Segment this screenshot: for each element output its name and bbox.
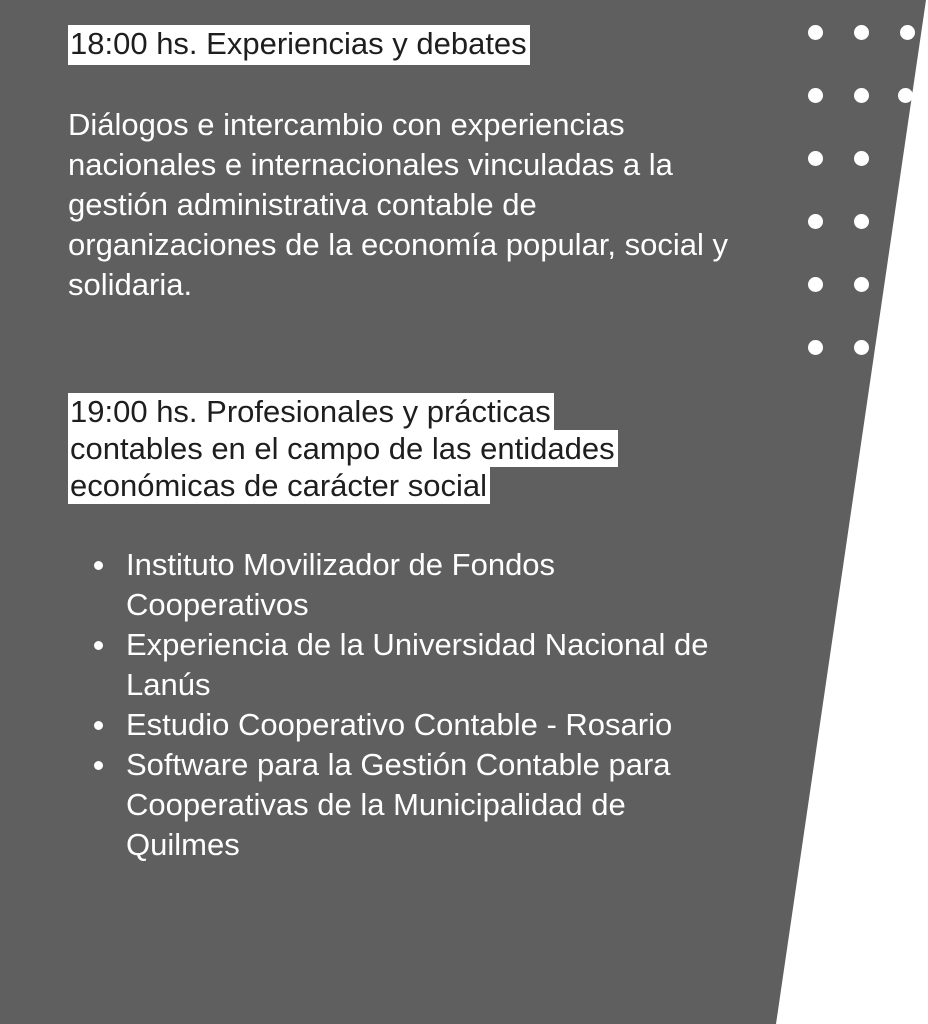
list-item <box>94 745 774 865</box>
bullet-icon <box>94 561 103 570</box>
section1-description <box>68 105 788 305</box>
list-item-line: Experiencia de la Universidad Nacional de <box>126 627 709 662</box>
list-item-line: Estudio Cooperativo Contable - Rosario <box>126 707 673 742</box>
description-line: organizaciones de la economía popular, social y <box>68 227 729 262</box>
section2-heading <box>68 393 668 504</box>
list-item-line: Cooperativos <box>126 587 309 622</box>
dot <box>808 214 823 229</box>
section2-list <box>94 545 774 865</box>
dot <box>808 151 823 166</box>
list-item-line: Quilmes <box>126 827 240 862</box>
dot <box>900 25 915 40</box>
dot <box>808 277 823 292</box>
list-item-line: Cooperativas de la Municipalidad de <box>126 787 626 822</box>
dot <box>808 88 823 103</box>
description-line: nacionales e internacionales vinculadas a la <box>68 147 673 182</box>
dot <box>854 214 869 229</box>
list-item <box>94 625 774 705</box>
dot <box>808 25 823 40</box>
dot <box>854 88 869 103</box>
heading-line: contables en el campo de las entidades <box>68 430 618 467</box>
dot <box>898 88 913 103</box>
description-line: gestión administrativa contable de <box>68 187 537 222</box>
dot <box>854 25 869 40</box>
dot <box>854 340 869 355</box>
list-item <box>94 705 774 745</box>
bullet-icon <box>94 761 103 770</box>
heading-line: económicas de carácter social <box>68 467 490 504</box>
bullet-icon <box>94 721 103 730</box>
dot <box>854 151 869 166</box>
list-item <box>94 545 774 625</box>
heading-line: 19:00 hs. Profesionales y prácticas <box>68 393 554 430</box>
list-item-line: Lanús <box>126 667 211 702</box>
bullet-icon <box>94 641 103 650</box>
description-line: Diálogos e intercambio con experiencias <box>68 107 625 142</box>
list-item-line: Instituto Movilizador de Fondos <box>126 547 556 582</box>
dot <box>854 277 869 292</box>
description-line: solidaria. <box>68 267 193 302</box>
list-item-line: Software para la Gestión Contable para <box>126 747 671 782</box>
dot <box>808 340 823 355</box>
section1-heading: 18:00 hs. Experiencias y debates <box>68 25 530 65</box>
